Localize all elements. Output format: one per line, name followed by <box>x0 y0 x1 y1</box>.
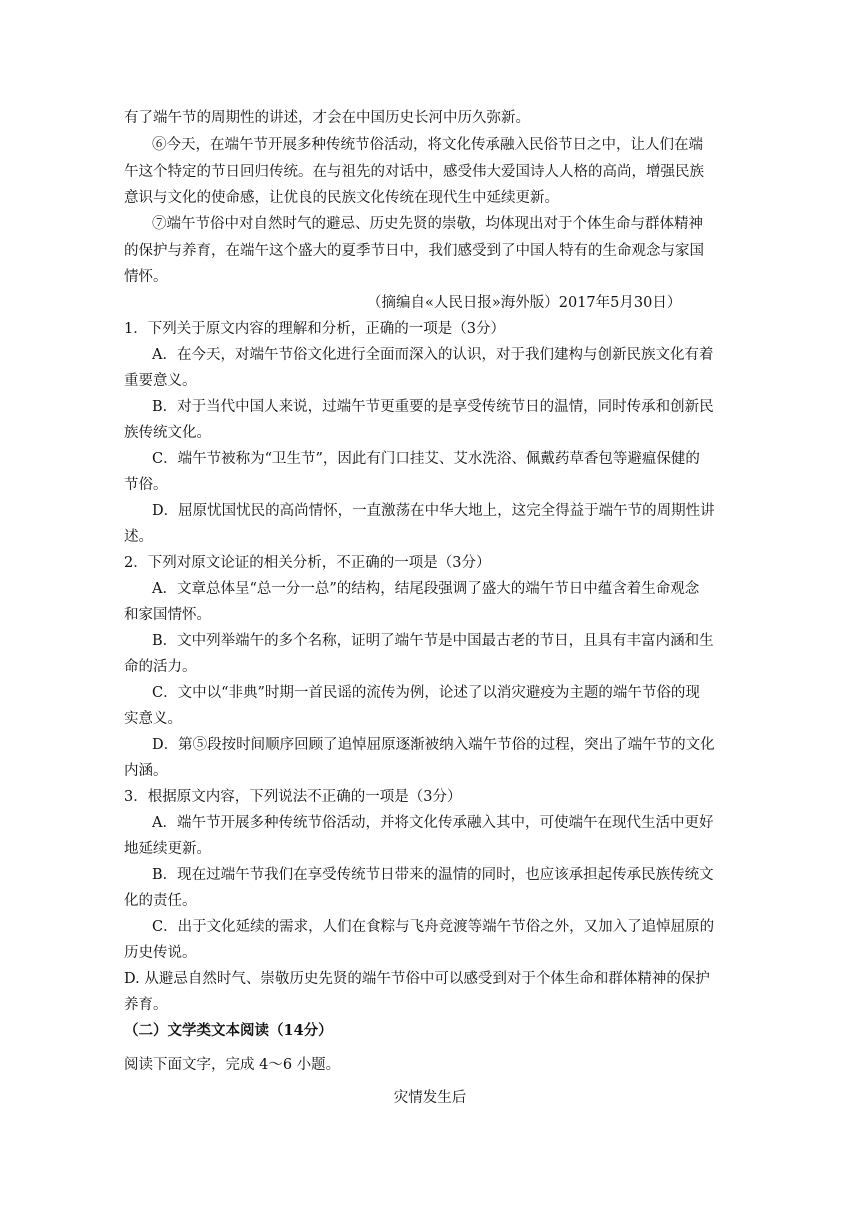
paragraph-line: ⑥今天，在端午节开展多种传统节俗活动，将文化传承融入民俗节日之中，让人们在端 <box>152 137 703 153</box>
question-1-option-b: B．对于当代中国人来说，过端午节更重要的是享受传统节日的温情，同时传承和创新民 <box>152 399 714 415</box>
paragraph-line: 的保护与养育，在端午这个盛大的夏季节日中，我们感受到了中国人特有的生命观念与家国 <box>124 243 704 259</box>
question-3-option-c: C．出于文化延续的需求，人们在食粽与飞舟竞渡等端午节俗之外，又加入了追悼屈原的 <box>152 919 715 935</box>
story-title: 灾情发生后 <box>393 1090 467 1106</box>
question-3-stem: 3．根据原文内容，下列说法不正确的一项是（3分） <box>124 789 462 805</box>
question-3-option-a: A．端午节开展多种传统节俗活动，并将文化传承融入其中，可使端午在现代生活中更好 <box>152 815 714 831</box>
paragraph-line: 意识与文化的使命感，让优良的民族文化传统在现代生中延续更新。 <box>124 190 559 206</box>
question-2-option-a: A．文章总体呈“总一分一总”的结构，结尾段强调了盛大的端午节日中蕴含着生命观念 <box>152 581 700 597</box>
question-3-option-a-cont: 地延续更新。 <box>124 841 211 857</box>
question-3-option-d-cont: 养育。 <box>124 997 168 1013</box>
question-2-option-d-cont: 内涵。 <box>124 763 168 779</box>
paragraph-line: ⑦端午节俗中对自然时气的避忌、历史先贤的崇敬，均体现出对于个体生命与群体精神 <box>152 216 703 232</box>
paragraph-line: 有了端午节的周期性的讲述，才会在中国历史长河中历久弥新。 <box>124 110 530 126</box>
question-1-option-d-cont: 述。 <box>124 529 153 545</box>
question-2-option-b-cont: 命的活力。 <box>124 659 197 675</box>
question-1-option-c-cont: 节俗。 <box>124 477 168 493</box>
question-2-option-c: C．文中以“非典”时期一首民谣的流传为例，论述了以消灾避疫为主题的端午节俗的现 <box>152 685 700 701</box>
question-3-option-c-cont: 历史传说。 <box>124 945 197 961</box>
section-heading: （二）文学类文本阅读（14分） <box>124 1022 333 1039</box>
question-2-option-c-cont: 实意义。 <box>124 711 182 727</box>
source-citation: （摘编自«人民日报»海外版）2017年5月30日） <box>367 295 682 311</box>
paragraph-line: 情怀。 <box>124 269 168 285</box>
question-3-option-b-cont: 化的责任。 <box>124 893 197 909</box>
question-1-option-c: C．端午节被称为“卫生节”，因此有门口挂艾、艾水洗浴、佩戴药草香包等避瘟保健的 <box>152 451 700 467</box>
question-1-option-b-cont: 族传统文化。 <box>124 425 211 441</box>
question-1-stem: 1．下列关于原文内容的理解和分析，正确的一项是（3分） <box>124 321 505 337</box>
question-2-option-a-cont: 和家国情怀。 <box>124 607 211 623</box>
question-1-option-a: A．在今天，对端午节俗文化进行全面而深入的认识，对于我们建构与创新民族文化有着 <box>152 347 714 363</box>
question-3-option-d: D. 从避忌自然时气、崇敬历史先贤的端午节俗中可以感受到对于个体生命和群体精神的保护 <box>124 971 710 987</box>
question-2-stem: 2．下列对原文论证的相关分析，不正确的一项是（3分） <box>124 555 491 571</box>
question-1-option-a-cont: 重要意义。 <box>124 373 197 389</box>
reading-instruction: 阅读下面文字，完成 4～6 小题。 <box>124 1057 341 1073</box>
question-2-option-d: D．第⑤段按时间顺序回顾了追悼屈原逐渐被纳入端午节俗的过程，突出了端午节的文化 <box>152 737 715 753</box>
question-3-option-b: B．现在过端午节我们在享受传统节日带来的温情的同时，也应该承担起传承民族传统文 <box>152 867 714 883</box>
paragraph-line: 午这个特定的节日回归传统。在与祖先的对话中，感受伟大爱国诗人人格的高尚，增强民族 <box>124 164 704 180</box>
question-2-option-b: B．文中列举端午的多个名称，证明了端午节是中国最古老的节日，且具有丰富内涵和生 <box>152 633 714 649</box>
question-1-option-d: D．屈原忧国忧民的高尚情怀，一直激荡在中华大地上，这完全得益于端午节的周期性讲 <box>152 503 715 519</box>
